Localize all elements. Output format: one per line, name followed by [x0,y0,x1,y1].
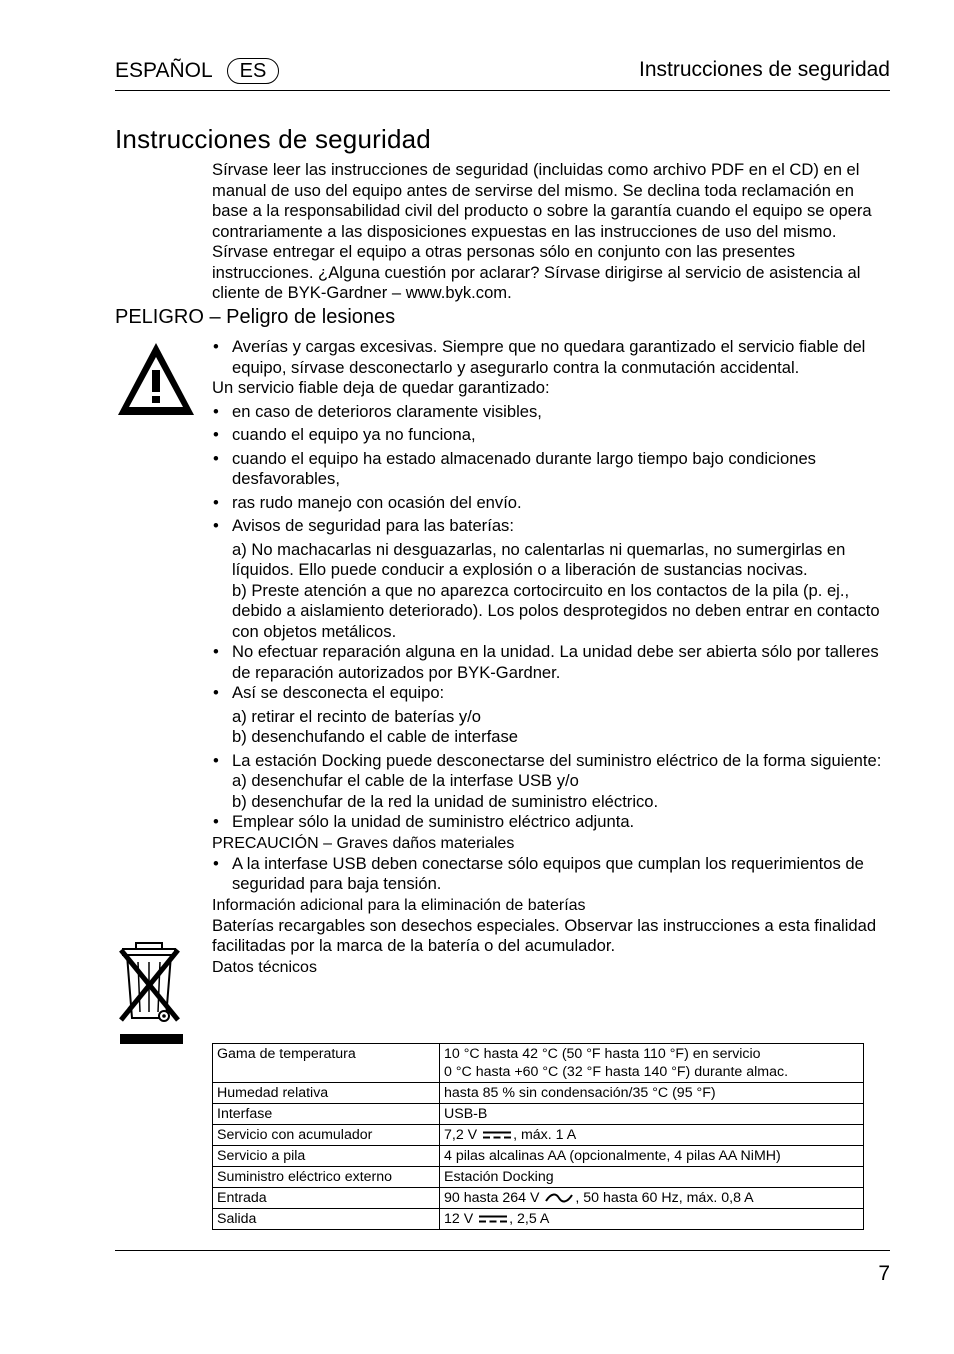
spec-label: Servicio a pila [213,1146,440,1167]
disposal-heading: Información adicional para la eliminación de baterías [212,896,586,914]
spec-value: hasta 85 % sin condensación/35 °C (95 °F) [440,1083,864,1104]
spec-label: Salida [213,1209,440,1230]
spec-value-line: 10 °C hasta 42 °C (50 °F hasta 110 °F) en servicio [444,1046,761,1062]
list-item: • cuando el equipo ya no funciona, [212,425,897,446]
disconnect-step-b: b) desenchufando el cable de interfase [232,727,518,746]
table-row [213,1044,864,1083]
language-code-badge: ES [227,58,280,84]
language-label: ESPAÑOL [115,59,213,82]
dc-symbol-icon [479,1215,507,1223]
header-section-title: Instrucciones de seguridad [639,58,890,81]
spec-value [440,1188,864,1209]
safety-body [212,337,897,978]
header-language [115,58,279,84]
spec-value: USB-B [440,1104,864,1125]
table-row [213,1167,864,1188]
table-row [213,1083,864,1104]
warning-triangle-icon [116,340,196,423]
battery-note-a: a) No machacarlas ni desguazarlas, no calentarlas ni quemarlas, no sumergirlas en líquidos. Ello puede conducir a explosión o a liberación de sustancias nocivas. [232,539,846,579]
dc-symbol-icon [483,1131,511,1139]
list-item: • La estación Docking puede desconectarse del suministro eléctrico de la forma siguiente: [212,751,897,772]
list-item: • cuando el equipo ha estado almacenado durante largo tiempo bajo condiciones desfavorables, [212,449,897,490]
spec-value-pre: 12 V [444,1211,474,1227]
intro-paragraph: Sírvase leer las instrucciones de seguridad (incluidas como archivo PDF en el CD) en el manual de uso del equipo antes de servirse del mismo. Se declina toda reclamación en base a la responsabilidad civil del producto o sobre la garantía cuando el equipo se opera contrariamente a las disposiciones expuestas en las instrucciones de uso del mismo. Sírvase entregar el equipo a otras personas sólo en conjunto con las presentes instrucciones. ¿Alguna cuestión por aclarar? Sírvase dirigirse al servicio de asistencia al cliente de BYK-Gardner – www.byk.com. [212,160,872,302]
caution-heading: PRECAUCIÓN – Graves daños materiales [212,834,515,852]
footer-rule [115,1250,890,1251]
specs-heading: Datos técnicos [212,958,317,976]
list-item: • Así se desconecta el equipo: [212,683,897,704]
spec-label: Humedad relativa [213,1083,440,1104]
disposal-text: Baterías recargables son desechos especiales. Observar las instrucciones a esta finalidad facilitadas por la marca de la batería o del acumulador. [212,915,877,955]
table-row [213,1104,864,1125]
spec-value-line: 0 °C hasta +60 °C (32 °F hasta 140 °F) durante almac. [444,1064,789,1080]
danger-heading: PELIGRO – Peligro de lesiones [115,306,396,328]
spec-value-post: , máx. 1 A [513,1127,577,1143]
docking-step-b: b) desenchufar de la red la unidad de suministro eléctrico. [232,791,659,811]
list-item: • en caso de deterioros claramente visibles, [212,402,897,423]
spec-value: 4 pilas alcalinas AA (opcionalmente, 4 pilas AA NiMH) [440,1146,864,1167]
spec-label: Servicio con acumulador [213,1125,440,1146]
specs-table [212,1043,864,1230]
spec-label: Gama de temperatura [213,1044,440,1083]
spec-value-pre: 7,2 V [444,1127,478,1143]
spec-value-post: , 2,5 A [509,1211,550,1227]
disconnect-step-a: a) retirar el recinto de baterías y/o [232,706,482,726]
table-row [213,1209,864,1230]
list-item: • Emplear sólo la unidad de suministro eléctrico adjunta. [212,812,897,833]
spec-value: Estación Docking [440,1167,864,1188]
spec-label: Interfase [213,1104,440,1125]
table-row [213,1146,864,1167]
list-item: • ras rudo manejo con ocasión del envío. [212,493,897,514]
page-number: 7 [878,1262,890,1285]
spec-value-post: , 50 hasta 60 Hz, máx. 0,8 A [575,1190,754,1206]
spec-value-pre: 90 hasta 264 V [444,1190,540,1206]
spec-value [440,1125,864,1146]
spec-value [440,1209,864,1230]
table-row [213,1125,864,1146]
header-rule [115,90,890,91]
reliability-lead: Un servicio fiable deja de quedar garantizado: [212,378,550,397]
spec-value [440,1044,864,1083]
docking-step-a: a) desenchufar el cable de la interfase USB y/o [232,771,579,790]
list-item: • Averías y cargas excesivas. Siempre que no quedara garantizado el servicio fiable del equipo, sírvase desconectarlo y asegurarlo contra la conmutación accidental. [212,337,897,378]
list-item: • Avisos de seguridad para las baterías: [212,516,897,537]
list-item: • No efectuar reparación alguna en la unidad. La unidad debe ser abierta sólo por talleres de reparación autorizados por BYK-Gardner. [212,642,897,683]
spec-label: Entrada [213,1188,440,1209]
table-row [213,1188,864,1209]
spec-label: Suministro eléctrico externo [213,1167,440,1188]
page-title: Instrucciones de seguridad [115,124,431,154]
crossed-out-bin-icon [118,940,186,1051]
ac-symbol-icon [545,1193,573,1203]
battery-note-b: b) Preste atención a que no aparezca cortocircuito en los contactos de la pila (p. ej., debido a aislamiento deteriorado). Los polos desprotegidos no deben entrar en contacto con objetos metálicos. [232,580,880,641]
list-item: • A la interfase USB deben conectarse sólo equipos que cumplan los requerimientos de seguridad para baja tensión. [212,854,897,895]
